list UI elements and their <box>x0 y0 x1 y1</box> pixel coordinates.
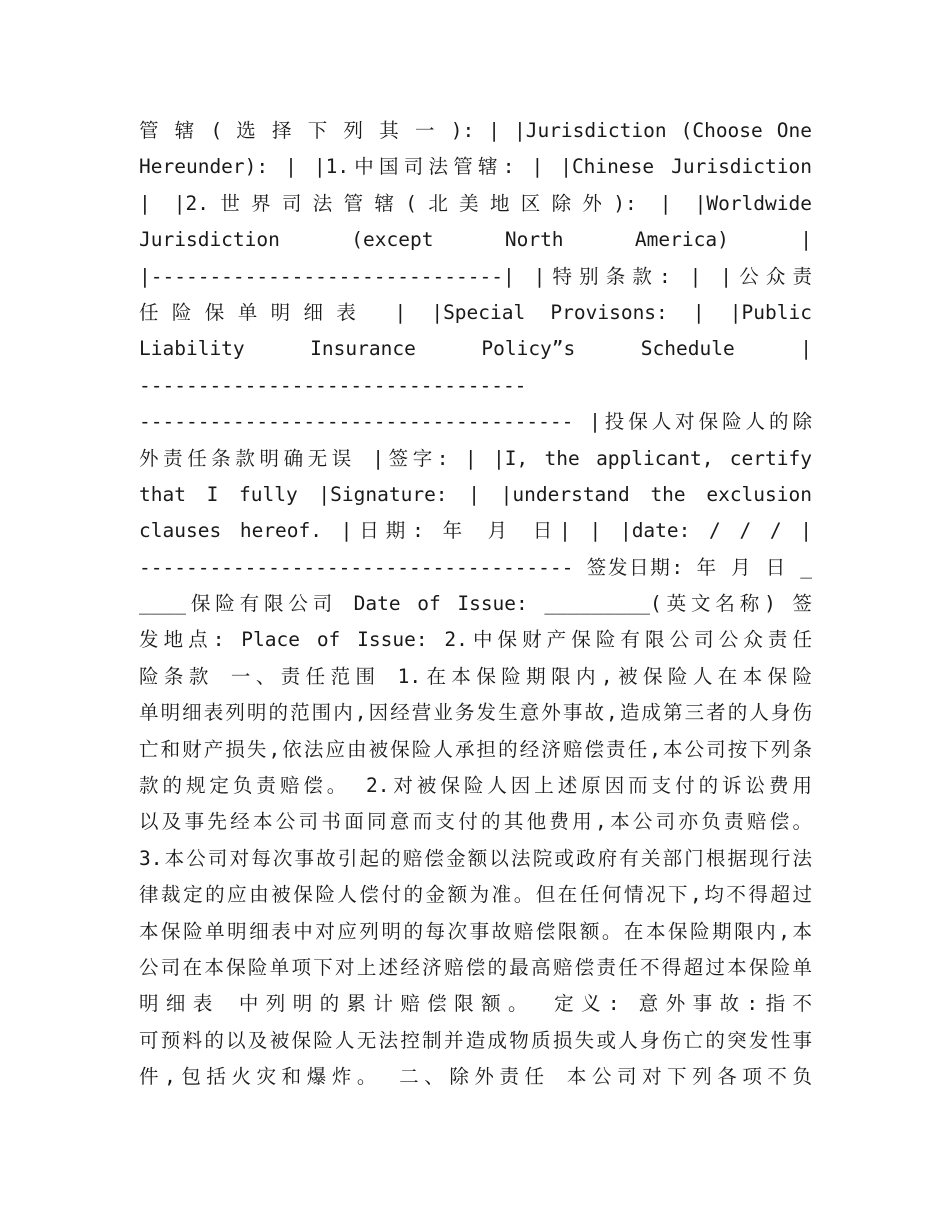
separator-line: --------------------------------- <box>139 373 527 397</box>
text-line: 任险保单明细表 | |Special Provisons: | |Public <box>139 300 812 324</box>
text-line: 件,包括火灾和爆炸。 二、除外责任 本公司对下列各项不负 <box>139 1065 812 1089</box>
text-line: 单明细表列明的范围内,因经营业务发生意外事故,造成第三者的人身伤 <box>139 701 812 725</box>
text-line: Jurisdiction (except North America) | <box>139 228 812 252</box>
text-line: | |2.世界司法管辖(北美地区除外): | |Worldwide <box>139 191 812 215</box>
text-line: |------------------------------| |特别条款: | |公众责 <box>139 264 812 288</box>
text-line: Hereunder): | |1.中国司法管辖: | |Chinese Jurisdiction <box>139 155 812 179</box>
text-line: Liability Insurance Policy”s Schedule | <box>139 337 812 361</box>
text-line: ------------------------------------- |投保人对保险人的除 <box>139 410 812 434</box>
text-line: 本保险单明细表中对应列明的每次事故赔偿限额。在本保险期限内,本 <box>139 919 812 943</box>
text-line: ____保险有限公司 Date of Issue: _________(英文名称) 签 <box>139 592 812 616</box>
text-line: 管 辖 ( 选 择 下 列 其 一 ): | |Jurisdiction (Choose One <box>139 119 812 142</box>
text-line: 险条款 一、责任范围 1.在本保险期限内,被保险人在本保险 <box>139 664 812 688</box>
text-line: ------------------------------------- 签发日期: 年 月 日 _ <box>139 555 812 579</box>
text-line: 外责任条款明确无误 |签字: | |I, the applicant, certify <box>139 446 812 470</box>
text-line: clauses hereof. |日期: 年 月 日| | |date: / / / | <box>139 519 812 543</box>
text-line: 律裁定的应由被保险人偿付的金额为准。但在任何情况下,均不得超过 <box>139 883 812 907</box>
text-line: 以及事先经本公司书面同意而支付的其他费用,本公司亦负责赔偿。 <box>139 810 812 834</box>
text-line: 3.本公司对每次事故引起的赔偿金额以法院或政府有关部门根据现行法 <box>139 846 812 870</box>
text-line: 公司在本保险单项下对上述经济赔偿的最高赔偿责任不得超过本保险单 <box>139 955 812 979</box>
text-line: 明细表 中列明的累计赔偿限额。 定义: 意外事故:指不 <box>139 992 812 1016</box>
text-line: that I fully |Signature: | |understand the exclusion <box>139 482 812 506</box>
document-body <box>139 113 812 1096</box>
text-line: 可预料的以及被保险人无法控制并造成物质损失或人身伤亡的突发性事 <box>139 1028 812 1052</box>
text-line: 发地点: Place of Issue: 2.中保财产保险有限公司公众责任 <box>139 628 812 652</box>
text-line: 款的规定负责赔偿。 2.对被保险人因上述原因而支付的诉讼费用 <box>139 774 812 798</box>
text-line: 亡和财产损失,依法应由被保险人承担的经济赔偿责任,本公司按下列条 <box>139 737 812 761</box>
